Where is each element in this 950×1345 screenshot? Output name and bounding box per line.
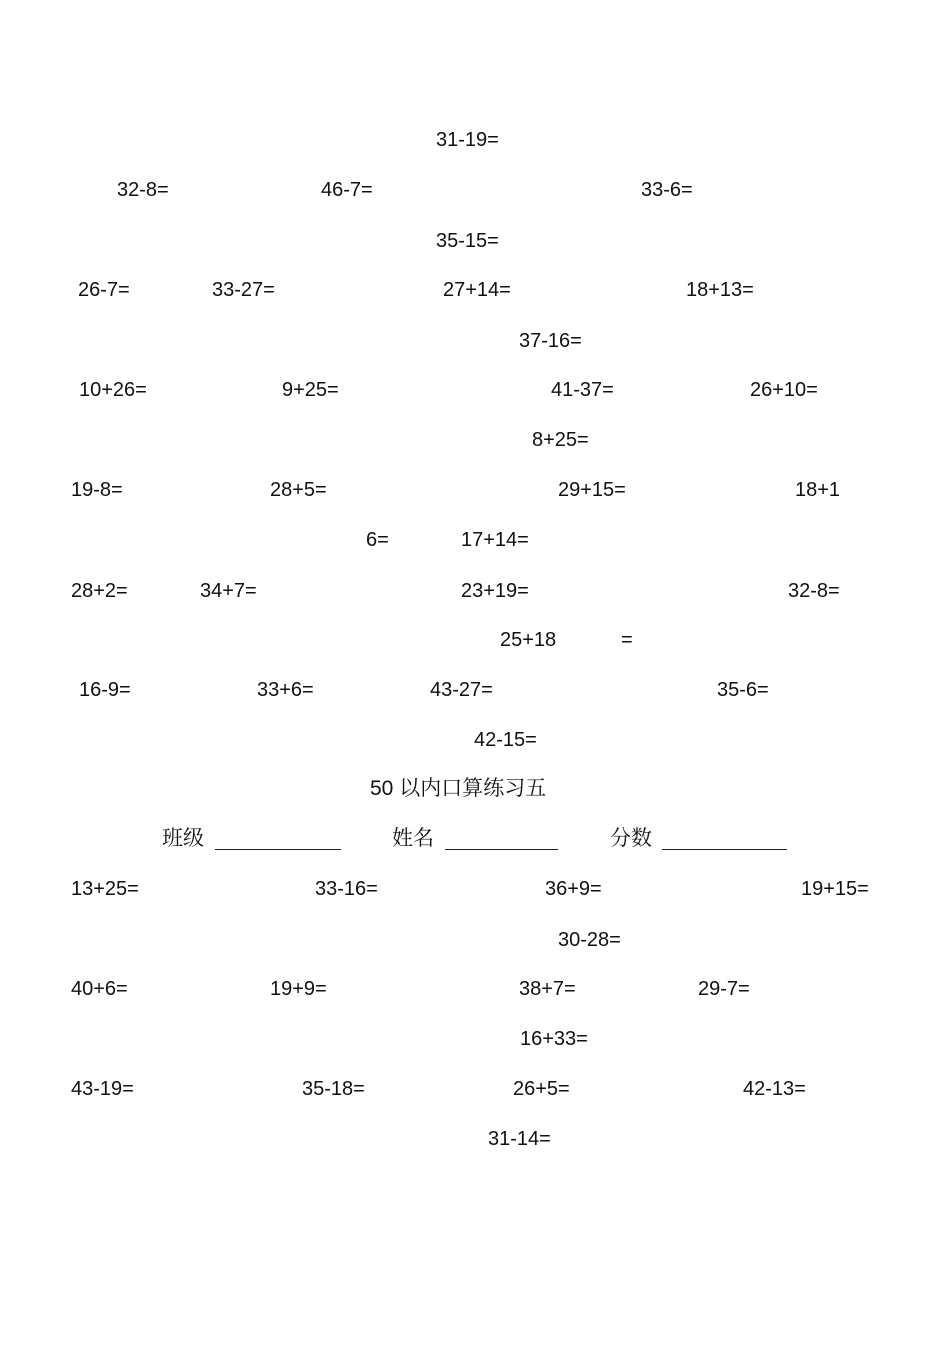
problem: 40+6= xyxy=(71,978,128,1000)
problem: 26-7= xyxy=(78,279,130,301)
problem: 30-28= xyxy=(558,929,621,951)
problem-row xyxy=(0,1024,950,1054)
problem-row xyxy=(0,1074,950,1104)
problem: 19+9= xyxy=(270,978,327,1000)
problem: 32-8= xyxy=(117,179,169,201)
problem: = xyxy=(621,629,633,651)
student-info-row xyxy=(0,824,950,854)
problem: 13+25= xyxy=(71,878,139,900)
problem: 9+25= xyxy=(282,379,339,401)
worksheet-title: 50 以内口算练习五 xyxy=(370,777,547,800)
problem: 25+18 xyxy=(500,629,557,651)
problem: 38+7= xyxy=(519,978,576,1000)
problem: 28+2= xyxy=(71,580,128,602)
problem: 33-16= xyxy=(315,878,378,900)
score-label: 分数 xyxy=(610,827,652,850)
problem-row xyxy=(0,175,950,205)
problem: 43-27= xyxy=(430,679,493,701)
problem-row xyxy=(0,475,950,505)
name-label: 姓名 xyxy=(392,827,434,850)
problem: 42-13= xyxy=(743,1078,806,1100)
problem-row xyxy=(0,925,950,955)
problem-row xyxy=(0,425,950,455)
problem-row xyxy=(0,326,950,356)
problem: 33-6= xyxy=(641,179,693,201)
problem: 6= xyxy=(366,529,389,551)
problem: 37-16= xyxy=(519,330,582,352)
problem: 35-6= xyxy=(717,679,769,701)
problem: 33-27= xyxy=(212,279,275,301)
problem: 26+10= xyxy=(750,379,818,401)
problem: 16-9= xyxy=(79,679,131,701)
problem-row xyxy=(0,1124,950,1154)
problem: 8+25= xyxy=(532,429,589,451)
problem: 29+15= xyxy=(558,479,626,501)
problem: 17+14= xyxy=(461,529,529,551)
problem-row xyxy=(0,275,950,305)
problem: 35-15= xyxy=(436,230,499,252)
problem: 46-7= xyxy=(321,179,373,201)
problem-row xyxy=(0,725,950,755)
problem: 18+1 xyxy=(795,479,841,501)
problem: 34+7= xyxy=(200,580,257,602)
class-blank[interactable] xyxy=(215,849,341,850)
problem-row xyxy=(0,525,950,555)
name-blank[interactable] xyxy=(445,849,558,850)
problem: 16+33= xyxy=(520,1028,588,1050)
worksheet-title-row xyxy=(0,774,950,804)
problem: 27+14= xyxy=(443,279,511,301)
problem-row xyxy=(0,625,950,655)
problem: 31-14= xyxy=(488,1128,551,1150)
problem: 43-19= xyxy=(71,1078,134,1100)
problem-row xyxy=(0,576,950,606)
problem: 23+19= xyxy=(461,580,529,602)
problem: 28+5= xyxy=(270,479,327,501)
problem: 36+9= xyxy=(545,878,602,900)
problem-row xyxy=(0,125,950,155)
problem: 33+6= xyxy=(257,679,314,701)
problem: 41-37= xyxy=(551,379,614,401)
problem: 19+15= xyxy=(801,878,869,900)
problem-row xyxy=(0,675,950,705)
score-blank[interactable] xyxy=(662,849,787,850)
problem: 42-15= xyxy=(474,729,537,751)
problem-row xyxy=(0,226,950,256)
problem: 18+13= xyxy=(686,279,754,301)
problem-row xyxy=(0,874,950,904)
problem: 35-18= xyxy=(302,1078,365,1100)
problem-row xyxy=(0,974,950,1004)
problem: 31-19= xyxy=(436,129,499,151)
problem-row xyxy=(0,375,950,405)
class-label: 班级 xyxy=(162,827,204,850)
problem: 26+5= xyxy=(513,1078,570,1100)
problem: 29-7= xyxy=(698,978,750,1000)
problem: 10+26= xyxy=(79,379,147,401)
problem: 19-8= xyxy=(71,479,123,501)
problem: 32-8= xyxy=(788,580,840,602)
